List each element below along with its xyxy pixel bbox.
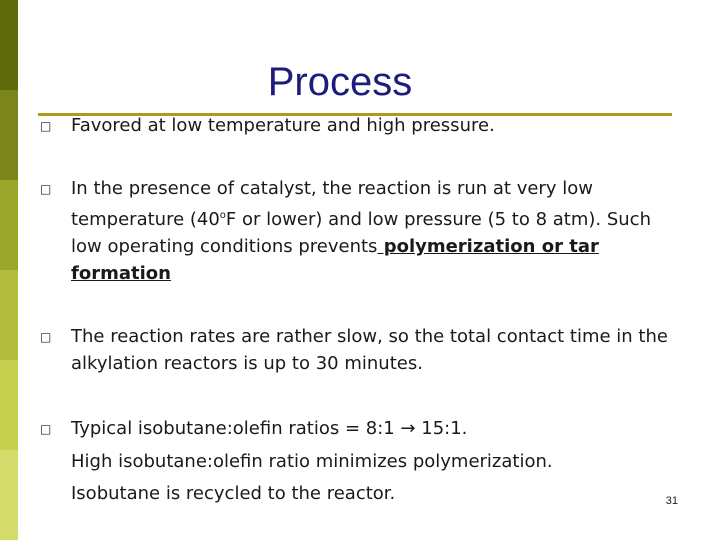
bullet-text: Favored at low temperature and high pressure.: [71, 115, 495, 136]
bullet-text-part: In the presence of catalyst, the reaction is run at very low temperature (40: [71, 178, 593, 230]
bullet-subtext: Isobutane is recycled to the reactor.: [71, 483, 396, 504]
bullet-subtext: High isobutane:olefin ratio minimizes polymerization.: [71, 451, 553, 472]
bullet-text-part: F or lower) and low pressure (5 to 8 atm). Such low operating conditions prevents: [71, 209, 651, 257]
bullet-text: The reaction rates are rather slow, so the total contact time in the alkylation reactors is up to 30 minutes.: [71, 326, 668, 374]
superscript-degree: o: [219, 210, 226, 221]
sidebar-block: [0, 450, 18, 540]
bullet-text: Typical isobutane:olefin ratios = 8:1 → 15:1.: [71, 418, 468, 439]
bullet-square-icon: □: [40, 182, 52, 196]
bullet-square-icon: □: [40, 330, 52, 344]
sidebar-block: [0, 270, 18, 360]
sidebar-decoration: [0, 0, 18, 540]
sidebar-block: [0, 0, 18, 90]
sidebar-block: [0, 360, 18, 450]
bullet-square-icon: □: [40, 119, 52, 133]
polymerization-link[interactable]: polymerization or tar formation: [71, 236, 599, 284]
bullet-square-icon: □: [40, 422, 52, 436]
page-number: 31: [665, 495, 678, 507]
sidebar-block: [0, 180, 18, 270]
bullet-text-multiline: [71, 175, 681, 287]
slide-title: Process: [267, 60, 413, 104]
sidebar-block: [0, 90, 18, 180]
